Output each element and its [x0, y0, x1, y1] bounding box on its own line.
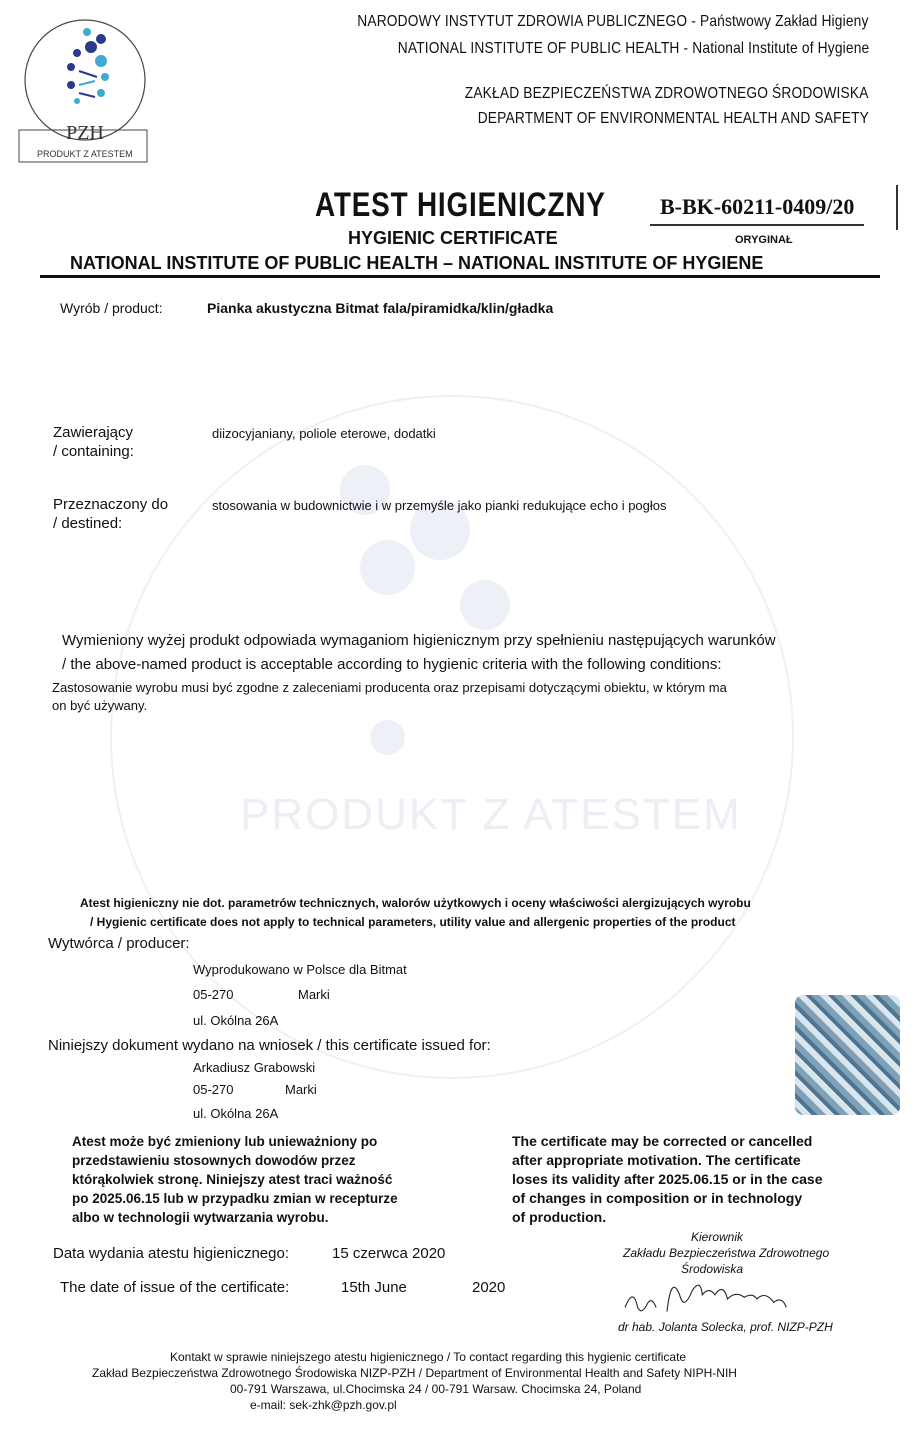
- issue-date-en-year: 2020: [472, 1279, 506, 1296]
- conditions-line4: on być używany.: [52, 698, 148, 713]
- producer-postcode: 05-270: [193, 987, 234, 1002]
- signatory-role: Środowiska: [681, 1262, 744, 1276]
- validity-en-line: of production.: [512, 1209, 607, 1225]
- conditions-line3: Zastosowanie wyrobu musi być zgodne z zaleceniami producenta oraz przepisami dotyczącymi obiektu, w którym ma: [52, 680, 727, 695]
- destined-label: Przeznaczony do: [53, 496, 169, 513]
- validity-pl-line: albo w technologii wytwarzania wyrobu.: [72, 1210, 329, 1225]
- header-line3: ZAKŁAD BEZPIECZEŃSTWA ZDROWOTNEGO ŚRODOWISKA: [465, 85, 869, 102]
- number-border: [896, 185, 898, 230]
- validity-pl-line: którąkolwiek stronę. Niniejszy atest traci ważność: [72, 1172, 393, 1187]
- document-subtitle: HYGIENIC CERTIFICATE: [348, 228, 558, 248]
- validity-en-line: The certificate may be corrected or cancelled: [512, 1133, 813, 1149]
- validity-en-line: after appropriate motivation. The certificate: [512, 1152, 801, 1168]
- applicant-label: Niniejszy dokument wydano na wniosek / this certificate issued for:: [48, 1037, 491, 1054]
- destined-label-en: / destined:: [53, 515, 123, 532]
- issue-date-en-label: The date of issue of the certificate:: [60, 1279, 290, 1296]
- disclaimer-line1: Atest higieniczny nie dot. parametrów technicznych, walorów użytkowych i oceny właściwości alergizujących wyrobu: [80, 896, 751, 910]
- destined-value: stosowania w budownictwie i w przemyśle jako pianki redukujące echo i pogłos: [212, 498, 667, 513]
- hologram-sticker: [795, 995, 900, 1115]
- heading-rule: [40, 275, 880, 278]
- producer-city: Marki: [298, 987, 330, 1002]
- applicant-name: Arkadiusz Grabowski: [193, 1060, 316, 1075]
- validity-en: [512, 1132, 823, 1227]
- issue-date-en-value: 15th June: [341, 1279, 407, 1296]
- contact-line1: Kontakt w sprawie niniejszego atestu higienicznego / To contact regarding this hygienic certificate: [170, 1350, 687, 1364]
- product-value: Pianka akustyczna Bitmat fala/piramidka/klin/gładka: [207, 300, 554, 316]
- signatory-role: Kierownik: [691, 1230, 744, 1244]
- signatory-name: dr hab. Jolanta Solecka, prof. NIZP-PZH: [618, 1320, 833, 1334]
- issue-date-pl-label: Data wydania atestu higienicznego:: [53, 1245, 289, 1262]
- contact-line3: 00-791 Warszawa, ul.Chocimska 24 / 00-791 Warsaw. Chocimska 24, Poland: [230, 1382, 642, 1396]
- validity-pl-line: po 2025.06.15 lub w przypadku zmian w recepturze: [72, 1191, 398, 1206]
- producer-label: Wytwórca / producer:: [48, 935, 190, 952]
- validity-pl-line: przedstawieniu stosownych dowodów przez: [72, 1153, 356, 1168]
- certificate-number: B-BK-60211-0409/20: [650, 194, 864, 226]
- validity-pl: [72, 1132, 398, 1227]
- disclaimer-line2: / Hygienic certificate does not apply to technical parameters, utility value and allergenic properties of the product: [90, 915, 736, 929]
- watermark-text: PRODUKT Z ATESTEM: [240, 790, 742, 839]
- pzh-logo: [15, 5, 155, 165]
- contact-email[interactable]: e-mail: sek-zhk@pzh.gov.pl: [250, 1398, 397, 1412]
- issue-date-pl-value: 15 czerwca 2020: [332, 1245, 446, 1262]
- validity-en-line: loses its validity after 2025.06.15 or in the case: [512, 1171, 823, 1187]
- header-line2: NATIONAL INSTITUTE OF PUBLIC HEALTH - National Institute of Hygiene: [397, 40, 869, 57]
- logo-label: PRODUKT Z ATESTEM: [37, 149, 133, 159]
- conditions-line1: Wymieniony wyżej produkt odpowiada wymaganiom higienicznym przy spełnieniu następujących warunków: [62, 632, 776, 649]
- containing-label: Zawierający: [53, 424, 134, 441]
- original-mark: ORYGINAŁ: [735, 234, 793, 246]
- applicant-street: ul. Okólna 26A: [193, 1106, 279, 1121]
- contact-line2: Zakład Bezpieczeństwa Zdrowotnego Środowiska NIZP-PZH / Department of Environmental Health and Safety NIPH-NIH: [92, 1366, 737, 1380]
- producer-name: Wyprodukowano w Polsce dla Bitmat: [193, 962, 407, 977]
- document-title: ATEST HIGIENICZNY: [315, 186, 606, 224]
- product-label: Wyrób / product:: [60, 300, 163, 316]
- validity-pl-line: Atest może być zmieniony lub unieważniony po: [72, 1134, 378, 1149]
- containing-value: diizocyjaniany, poliole eterowe, dodatki: [212, 426, 436, 441]
- signatory-role: Zakładu Bezpieczeństwa Zdrowotnego: [623, 1246, 830, 1260]
- applicant-city: Marki: [285, 1082, 317, 1097]
- validity-en-line: of changes in composition or in technology: [512, 1190, 803, 1206]
- institute-heading: NATIONAL INSTITUTE OF PUBLIC HEALTH – NATIONAL INSTITUTE OF HYGIENE: [70, 253, 764, 273]
- containing-label-en: / containing:: [53, 443, 134, 460]
- producer-street: ul. Okólna 26A: [193, 1013, 279, 1028]
- header-line1: NARODOWY INSTYTUT ZDROWIA PUBLICZNEGO - Państwowy Zakład Higieny: [357, 13, 869, 30]
- applicant-postcode: 05-270: [193, 1082, 234, 1097]
- svg-text:PZH: PZH: [66, 122, 104, 144]
- header-line4: DEPARTMENT OF ENVIRONMENTAL HEALTH AND SAFETY: [477, 110, 869, 127]
- conditions-line2: / the above-named product is acceptable according to hygienic criteria with the following conditions:: [62, 656, 722, 673]
- signature: [600, 1278, 860, 1320]
